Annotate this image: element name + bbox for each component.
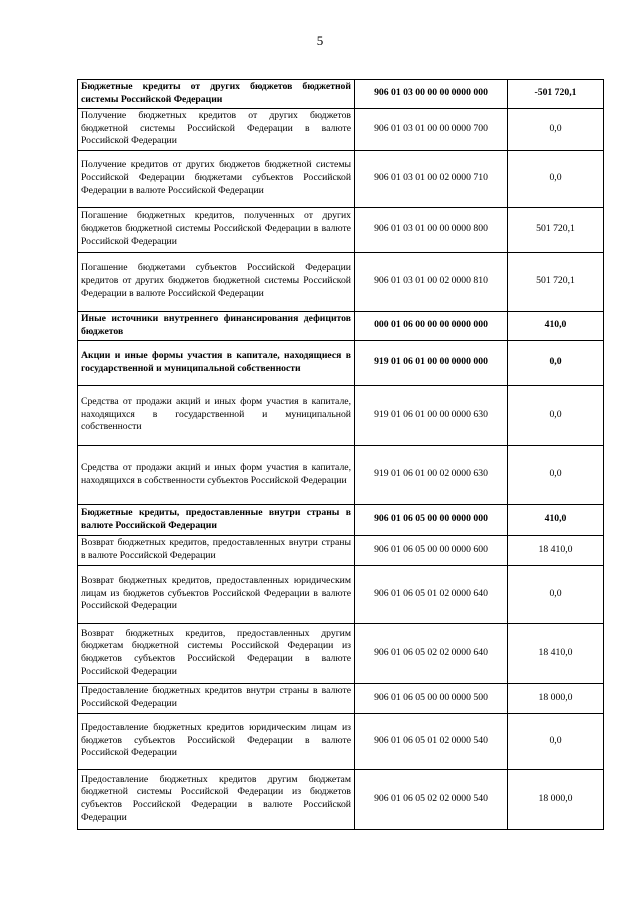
row-code: 906 01 06 05 02 02 0000 640: [355, 623, 508, 683]
row-name: Иные источники внутреннего финансирования дефицитов бюджетов: [78, 311, 355, 340]
table-row: [78, 207, 604, 252]
row-code: 906 01 03 00 00 00 0000 000: [355, 80, 508, 109]
table-body: [78, 80, 604, 830]
row-code: 906 01 03 01 00 00 0000 800: [355, 207, 508, 252]
row-amount: 18 410,0: [508, 535, 604, 565]
row-amount: 501 720,1: [508, 207, 604, 252]
table-row: [78, 623, 604, 683]
row-amount: 0,0: [508, 565, 604, 623]
row-name: Предоставление бюджетных кредитов внутри страны в валюте Российской Федерации: [78, 683, 355, 713]
table-row: [78, 108, 604, 150]
row-name: Бюджетные кредиты от других бюджетов бюджетной системы Российской Федерации: [78, 80, 355, 109]
budget-sources-table: [77, 79, 604, 830]
row-name: Получение бюджетных кредитов от других бюджетов бюджетной системы Российской Федерации в валюте Российской Федерации: [78, 108, 355, 150]
table-row: [78, 311, 604, 340]
row-code: 906 01 06 05 00 00 0000 600: [355, 535, 508, 565]
row-name: Возврат бюджетных кредитов, предоставленных другим бюджетам бюджетной системы Российской Федерации из бюджетов субъектов Российской Федерации в валюте Российской Федерации: [78, 623, 355, 683]
row-amount: 0,0: [508, 108, 604, 150]
row-code: 906 01 03 01 00 02 0000 810: [355, 252, 508, 311]
row-code: 919 01 06 01 00 00 0000 000: [355, 340, 508, 385]
table-row: [78, 565, 604, 623]
table-row: [78, 252, 604, 311]
table-row: [78, 340, 604, 385]
row-code: 906 01 06 05 01 02 0000 640: [355, 565, 508, 623]
row-amount: 410,0: [508, 311, 604, 340]
row-name: Возврат бюджетных кредитов, предоставленных внутри страны в валюте Российской Федерации: [78, 535, 355, 565]
table-row: [78, 504, 604, 535]
row-amount: 0,0: [508, 340, 604, 385]
row-name: Погашение бюджетами субъектов Российской Федерации кредитов от других бюджетов бюджетной системы Российской Федерации в валюте Российской Федерации: [78, 252, 355, 311]
row-amount: 410,0: [508, 504, 604, 535]
row-name: Средства от продажи акций и иных форм участия в капитале, находящихся в собственности субъектов Российской Федерации: [78, 445, 355, 504]
page-number: 5: [316, 33, 324, 48]
table-row: [78, 683, 604, 713]
row-name: Бюджетные кредиты, предоставленные внутри страны в валюте Российской Федерации: [78, 504, 355, 535]
row-code: 906 01 03 01 00 00 0000 700: [355, 108, 508, 150]
row-amount: 18 000,0: [508, 683, 604, 713]
row-name: Акции и иные формы участия в капитале, находящиеся в государственной и муниципальной собственности: [78, 340, 355, 385]
row-code: 906 01 06 05 01 02 0000 540: [355, 713, 508, 769]
row-amount: -501 720,1: [508, 80, 604, 109]
row-amount: 0,0: [508, 445, 604, 504]
row-amount: 501 720,1: [508, 252, 604, 311]
row-name: Возврат бюджетных кредитов, предоставленных юридическим лицам из бюджетов субъектов Российской Федерации в валюте Российской Федерации: [78, 565, 355, 623]
row-code: 919 01 06 01 00 00 0000 630: [355, 385, 508, 445]
table-row: [78, 713, 604, 769]
row-amount: 0,0: [508, 385, 604, 445]
row-amount: 0,0: [508, 713, 604, 769]
row-name: Предоставление бюджетных кредитов другим бюджетам бюджетной системы Российской Федерации из бюджетов субъектов Российской Федерации в валюте Российской Федерации: [78, 769, 355, 829]
row-amount: 0,0: [508, 150, 604, 207]
table-row: [78, 535, 604, 565]
row-code: 906 01 03 01 00 02 0000 710: [355, 150, 508, 207]
table-row: [78, 445, 604, 504]
table-row: [78, 769, 604, 829]
row-amount: 18 410,0: [508, 623, 604, 683]
table-row: [78, 80, 604, 109]
row-code: 906 01 06 05 00 00 0000 000: [355, 504, 508, 535]
row-amount: 18 000,0: [508, 769, 604, 829]
row-code: 919 01 06 01 00 02 0000 630: [355, 445, 508, 504]
table-row: [78, 385, 604, 445]
row-name: Погашение бюджетных кредитов, полученных от других бюджетов бюджетной системы Российской Федерации в валюте Российской Федерации: [78, 207, 355, 252]
row-code: 906 01 06 05 00 00 0000 500: [355, 683, 508, 713]
row-name: Получение кредитов от других бюджетов бюджетной системы Российской Федерации бюджетами субъектов Российской Федерации в валюте Российской Федерации: [78, 150, 355, 207]
row-name: Средства от продажи акций и иных форм участия в капитале, находящихся в государственной и муниципальной собственности: [78, 385, 355, 445]
row-name: Предоставление бюджетных кредитов юридическим лицам из бюджетов субъектов Российской Федерации в валюте Российской Федерации: [78, 713, 355, 769]
row-code: 000 01 06 00 00 00 0000 000: [355, 311, 508, 340]
row-code: 906 01 06 05 02 02 0000 540: [355, 769, 508, 829]
table-row: [78, 150, 604, 207]
